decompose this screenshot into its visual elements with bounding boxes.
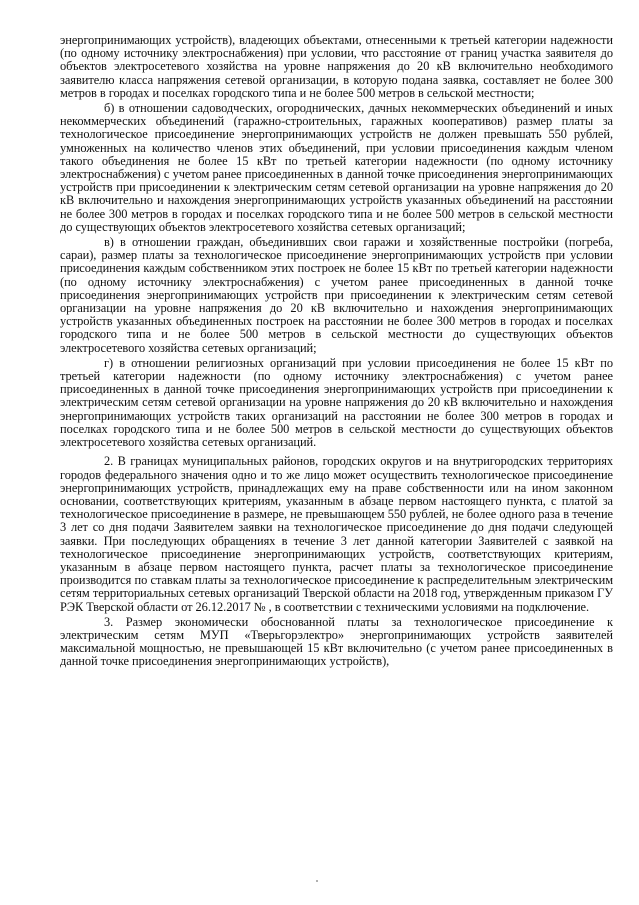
- paragraph-clause-2: 2. В границах муниципальных районов, городских округов и на внутригородских территориях городов федерального значения одно и то же лицо может осуществить технологическое присоединение энергопринимающих устройств, принадлежащих ему на праве собственности или на ином законном основании, соответствующих критериям, указанным в абзаце первом настоящего пункта, с платой за технологическое присоединение в размере, не превышающем 550 рублей, не более одного раза в течение 3 лет со дня подачи Заявителем заявки на технологическое присоединение до дня подачи следующей заявки. При последующих обращениях в течение 3 лет данной категории Заявителей с заявкой на технологическое присоединение энергопринимающих устройств, соответствующих критериям, указанным в абзаце первом настоящего пункта, расчет платы за технологическое присоединение производится по ставкам платы за технологическое присоединение к распределительным электрическим сетям территориальных сетевых организаций Тверской области на 2018 год, утвержденным приказом ГУ РЭК Тверской области от 26.12.2017 № , в соответствии с техническими условиями на подключение.: [60, 454, 613, 614]
- paragraph-continuation: энергопринимающих устройств), владеющих объектами, отнесенными к третьей категории надежности (по одному источнику электроснабжения) при условии, что расстояние от границ участка заявителя до объектов электросетевого хозяйства на уровне напряжения до 20 кВ включительно необходимого заявителю класса напряжения сетевой организации, в которую подана заявка, составляет не более 300 метров в городах и поселках городского типа и не более 500 метров в сельской местности;: [60, 33, 613, 100]
- paragraph-item-g: г) в отношении религиозных организаций при условии присоединения не более 15 кВт по третьей категории надежности (по одному источнику электроснабжения) с учетом ранее присоединенных в данной точке присоединения энергопринимающих устройств при присоединении к электрическим сетям сетевой организации на уровне напряжения до 20 кВ включительно и нахождения энергопринимающих устройств таких организаций на расстоянии не более 300 метров в городах и поселках городского типа и не более 500 метров в сельской местности до существующих объектов электросетевого хозяйства сетевых организаций.: [60, 355, 613, 450]
- paragraph-item-b: б) в отношении садоводческих, огороднических, дачных некоммерческих объединений и иных некоммерческих объединений (гаражно-строительных, гаражных кооперативов) размер платы за технологическое присоединение энергопринимающих устройств не должен превышать 550 рублей, умноженных на количество членов этих объединений, при условии присоединения каждым членом такого объединения не более 15 кВт по третьей категории надежности (по одному источнику электроснабжения) с учетом ранее присоединенных в данной точке присоединения энергопринимающих устройств при присоединении к электрическим сетям сетевой организации на уровне напряжения до 20 кВ включительно и нахождения энергопринимающих устройств указанных объединений на расстоянии не более 300 метров в городах и поселках городского типа и не более 500 метров в сельской местности до существующих объектов электросетевого хозяйства сетевых организаций;: [60, 101, 613, 234]
- paragraph-clause-3: 3. Размер экономически обоснованной платы за технологическое присоединение к электрическим сетям МУП «Тверьгорэлектро» энергопринимающих устройств заявителей максимальной мощностью, не превышающей 15 кВт включительно (с учетом ранее присоединенных в данной точке присоединения энергопринимающих устройств),: [60, 614, 613, 669]
- scan-speck: [316, 880, 318, 882]
- paragraph-item-v: в) в отношении граждан, объединивших свои гаражи и хозяйственные постройки (погреба, сараи), размер платы за технологическое присоединение энергопринимающих устройств при условии присоединения каждым собственником этих построек не более 15 кВт по третьей категории надежности (по одному источнику электроснабжения) с учетом ранее присоединенных в данной точке присоединения энергопринимающих устройств при присоединении к электрическим сетям сетевой организации на уровне напряжения до 20 кВ включительно и нахождения энергопринимающих устройств указанных объединенных построек на расстоянии не более 300 метров в городах и поселках городского типа и не более 500 метров в сельской местности до существующих объектов электросетевого хозяйства сетевых организаций;: [60, 235, 613, 355]
